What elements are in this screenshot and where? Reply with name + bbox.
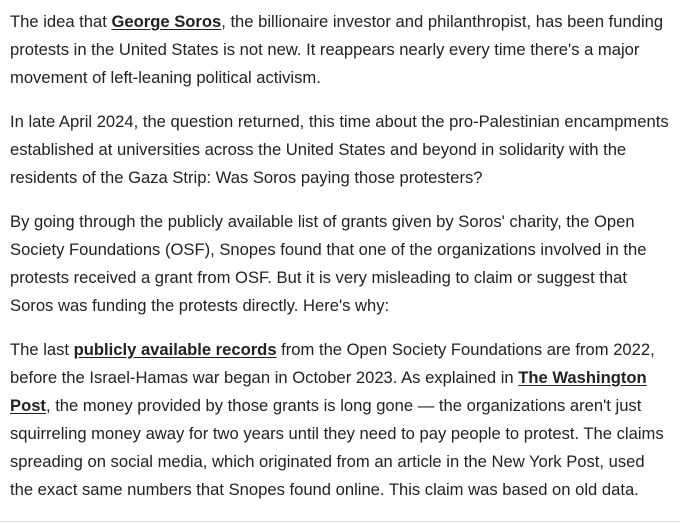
washington-post-link[interactable]: The Washington Post — [10, 368, 647, 415]
paragraph-intro — [10, 8, 670, 92]
text-segment: In late April 2024, the question returned, this time about the pro-Palestinian encampments established at universities across the United States and beyond in solidarity with the residents of the Gaza Strip: Was Soros paying those protesters? — [10, 112, 669, 187]
text-segment: The last — [10, 340, 74, 359]
article-body — [10, 8, 670, 520]
bottom-divider — [0, 521, 680, 522]
george-soros-link[interactable]: George Soros — [111, 12, 222, 31]
paragraph-grants — [10, 208, 670, 320]
text-segment: The idea that — [10, 12, 112, 31]
text-segment: By going through the publicly available list of grants given by Soros' charity, the Open Society Foundations (OSF), Snopes found that one of the organizations involved in the protests received a grant from OSF. But it is very misleading to claim or suggest that Soros was funding the protests directly. Here's why: — [10, 212, 647, 315]
paragraph-april-2024 — [10, 108, 670, 192]
text-segment: from the Open Society Foundations are from 2022, before the Israel-Hamas war began in October 2023. As explained in — [10, 340, 655, 387]
publicly-available-records-link[interactable]: publicly available records — [73, 340, 277, 359]
text-segment: , the billionaire investor and philanthropist, has been funding protests in the United States is not new. It reappears nearly every time there's a major movement of left-leaning political activism. — [10, 12, 664, 87]
paragraph-records — [10, 336, 670, 504]
text-segment: , the money provided by those grants is long gone — the organizations aren't just squirreling money away for two years until they need to pay people to protest. The claims spreading on social media, which originated from an article in the New York Post, used the exact same numbers that Snopes found online. This claim was based on old data. — [10, 396, 664, 499]
